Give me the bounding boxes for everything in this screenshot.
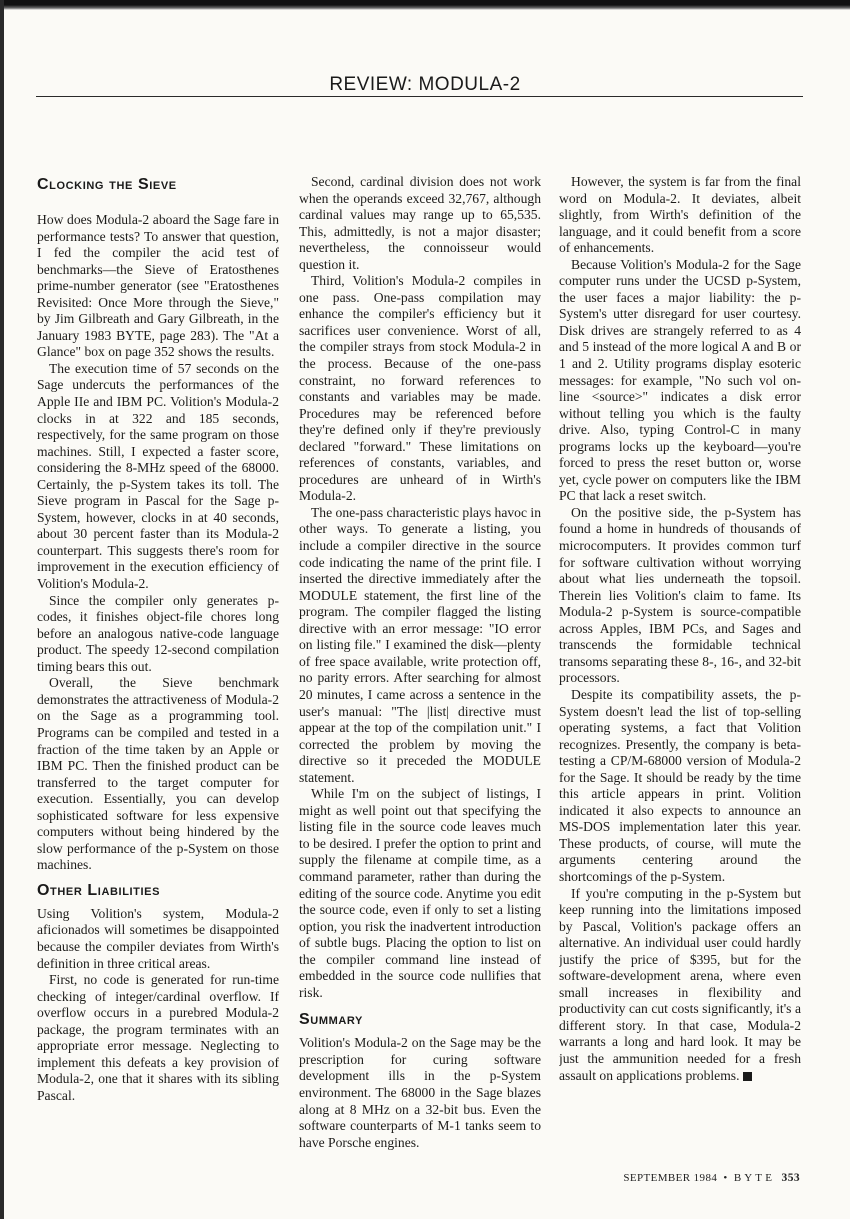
header-rule bbox=[36, 96, 803, 97]
paragraph-text: If you're computing in the p-System but keep running into the limitations imposed by Pascal, Volition's package offers an alternative. An individual user could hardly justify the price of $395, but for the software-development arena, where even small increases in flexibility and productivity can cut costs significantly, it's a different story. In that case, Modula-2 warrants a long and hard look. It may be just the ammunition needed for a fresh assault on applications problems. bbox=[559, 885, 801, 1083]
end-of-article-mark bbox=[743, 1072, 752, 1081]
article-column-3 bbox=[559, 174, 801, 1164]
paragraph: How does Modula-2 aboard the Sage fare in performance tests? To answer that question, I fed the compiler the acid test of benchmarks—the Sieve of Eratosthenes prime-number generator (see "Eratosthenes Revisited: Once More through the Sieve," by Jim Gilbreath and Gary Gilbreath, in the January 1983 BYTE, page 283). The "At a Glance" box on page 352 shows the results. bbox=[37, 212, 279, 360]
section-heading-clocking: Clocking the Sieve bbox=[37, 176, 177, 193]
paragraph: First, no code is generated for run-time checking of integer/cardinal overflow. If overflow occurs in a purebred Modula-2 package, the program terminates with an appropriate error message. Neglecting to implement this defeats a key provision of Modula-2, one that it shares with its sibling Pascal. bbox=[37, 972, 279, 1103]
footer-magazine: B Y T E bbox=[733, 1172, 773, 1184]
paragraph bbox=[559, 886, 801, 1085]
article-column-1 bbox=[37, 174, 279, 1164]
paragraph: Volition's Modula-2 on the Sage may be the prescription for curing software development ills in the p-System environment. The 68000 in the Sage blazes along at 8 MHz on a 32-bit bus. Even the software counterparts of M-1 tanks seem to have Porsche engines. bbox=[299, 1035, 541, 1150]
scan-edge-top bbox=[0, 0, 850, 10]
paragraph: However, the system is far from the final word on Modula-2. It deviates, albeit slightly, from Wirth's definition of the language, and it could benefit from a score of enhancements. bbox=[559, 174, 801, 256]
paragraph: Second, cardinal division does not work when the operands exceed 32,767, although cardinal values may range up to 65,535. This, admittedly, is not a major disaster; nevertheless, the connoisseur would question it. bbox=[299, 174, 541, 272]
paragraph: Using Volition's system, Modula-2 aficionados will sometimes be disappointed because the compiler deviates from Wirth's definition in three critical areas. bbox=[37, 905, 279, 971]
scan-edge-left bbox=[0, 0, 4, 1219]
footer-bullet: • bbox=[723, 1172, 728, 1184]
page-footer bbox=[623, 1172, 800, 1184]
section-heading-summary: Summary bbox=[299, 1011, 363, 1029]
paragraph: Since the compiler only generates p-codes, it finishes object-file chores long before an analogous native-code language product. The speedy 12-second compilation timing bears this out. bbox=[37, 592, 279, 674]
paragraph: Despite its compatibility assets, the p-System doesn't lead the list of top-selling operating systems, a fact that Volition recognizes. Presently, the company is beta-testing a CP/M-68000 version of Modula-2 for the Sage. It should be ready by the time this article appears in print. Volition indicated it also expects to announce an MS-DOS implementation later this year. These products, of course, will mute the arguments centering around the shortcomings of the p-System. bbox=[559, 686, 801, 884]
paragraph: Third, Volition's Modula-2 compiles in one pass. One-pass compilation may enhance the compiler's efficiency but it sacrifices user convenience. Worst of all, the compiler strays from stock Modula-2 in the process. Because of the one-pass constraint, no forward references to constants and variables may be made. Procedures may be referenced before they're defined only if they're previously declared "forward." These limitations on references of constants, variables, and procedures are unheard of in Wirth's Modula-2. bbox=[299, 273, 541, 504]
paragraph: The one-pass characteristic plays havoc in other ways. To generate a listing, you include a compiler directive in the source code indicating the name of the print file. I inserted the directive immediately after the MODULE statement, the first line of the program. The compiler flagged the listing directive with an error message: "IO error on listing file." I examined the disk—plenty of free space available, write protection off, no parity errors. After searching for almost 20 minutes, I came across a sentence in the user's manual: "The |list| directive must appear at the top of the compilation unit." I corrected the problem by moving the directive so it preceded the MODULE statement. bbox=[299, 504, 541, 785]
paragraph: Overall, the Sieve benchmark demonstrates the attractiveness of Modula-2 on the Sage as a programming tool. Programs can be compiled and tested in a fraction of the time taken by an Apple or IBM PC. Then the finished product can be transferred to the target computer for execution. Essentially, you can develop sophisticated software for less expensive computers without being hindered by the slow performance of the p-System on those machines. bbox=[37, 675, 279, 873]
paragraph: Because Volition's Modula-2 for the Sage computer runs under the UCSD p-System, the user faces a major liability: the p-System's utter disregard for user courtesy. Disk drives are strangely referred to as 4 and 5 instead of the more logical A and B or 1 and 2. Utility programs display esoteric messages: for example, "No such vol on-line <source>" indicates a disk error without telling you which is the faulty drive. Also, typing Control-C in many programs locks up the keyboard—you're forced to press the reset button or, worse yet, cycle power on computers like the IBM PC that lack a reset switch. bbox=[559, 256, 801, 504]
page-number: 353 bbox=[781, 1172, 800, 1184]
section-heading-liabilities: Other Liabilities bbox=[37, 881, 161, 899]
paragraph: While I'm on the subject of listings, I might as well point out that specifying the listing file in the source code leaves much to be desired. I prefer the option to print and supply the filename at compile time, as a command parameter, rather than during the editing of the source code. Anytime you edit the source code, even if only to set a listing option, you risk the inadvertent introduction of subtle bugs. Placing the option to list on the compiler command line instead of embedded in the source code nullifies that risk. bbox=[299, 786, 541, 1000]
article-column-2 bbox=[299, 174, 541, 1164]
paragraph: The execution time of 57 seconds on the Sage undercuts the performances of the Apple IIe and IBM PC. Volition's Modula-2 clocks in at 322 and 185 seconds, respectively, for the same program on those machines. Still, I expected a faster score, considering the 8-MHz speed of the 68000. Certainly, the p-System takes its toll. The Sieve program in Pascal for the Sage p-System, however, clocks in at 40 seconds, about 30 percent faster than its Modula-2 counterpart. This suggests there's room for improvement in the execution efficiency of Volition's Modula-2. bbox=[37, 360, 279, 592]
footer-date: SEPTEMBER 1984 bbox=[623, 1172, 718, 1184]
running-header: REVIEW: MODULA-2 bbox=[329, 74, 521, 95]
paragraph: On the positive side, the p-System has found a home in hundreds of thousands of microcomputers. It provides common turf for software cultivation without worrying about what lies underneath the topsoil. Therein lies Volition's claim to fame. Its Modula-2 p-System is source-compatible across Apples, IBM PCs, and Sages and transcends the formidable technical transoms separating these 8-, 16-, and 32-bit processors. bbox=[559, 504, 801, 686]
